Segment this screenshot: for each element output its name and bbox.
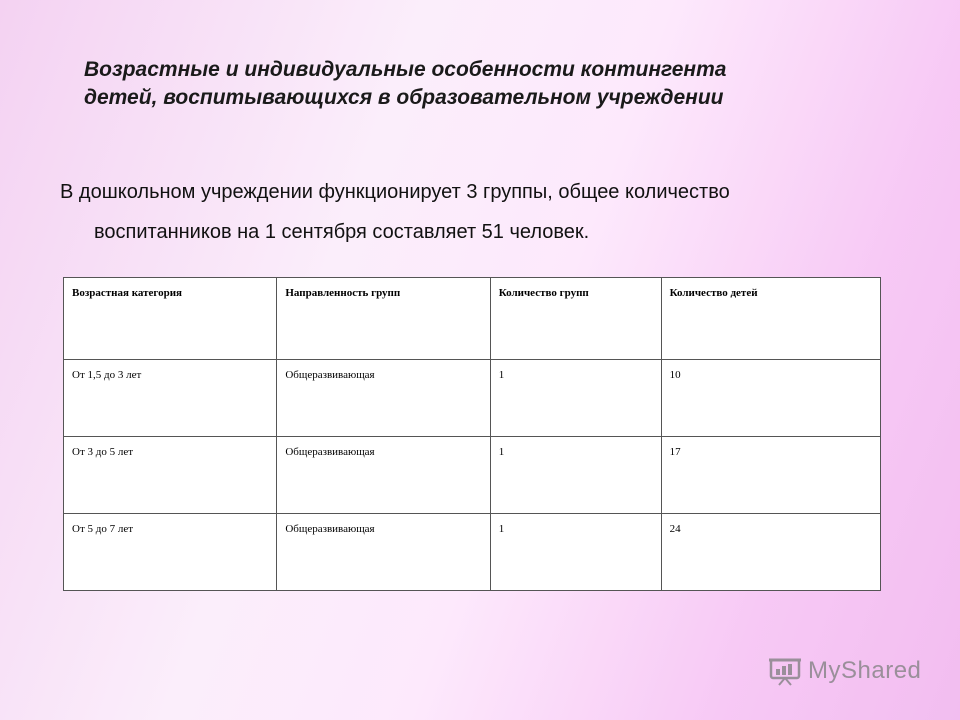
cell-group-focus: Общеразвивающая [277,437,490,514]
presentation-board-icon [768,656,802,686]
cell-group-count: 1 [490,514,661,591]
cell-group-count: 1 [490,360,661,437]
table-header-row [64,278,881,360]
slide-title [84,56,864,112]
cell-children-count: 24 [661,514,880,591]
header-children-count: Количество детей [661,278,880,360]
header-group-focus: Направленность групп [277,278,490,360]
cell-children-count: 17 [661,437,880,514]
cell-group-focus: Общеразвивающая [277,360,490,437]
table-row [64,437,881,514]
intro-line-2: воспитанников на 1 сентября составляет 51 человек. [94,221,590,243]
cell-age-category: От 1,5 до 3 лет [64,360,277,437]
slide-title-line-2: детей, воспитывающихся в образовательном учреждении [84,86,724,109]
cell-group-focus: Общеразвивающая [277,514,490,591]
watermark-text: MyShared [808,657,922,684]
cell-age-category: От 3 до 5 лет [64,437,277,514]
slide-title-line-1: Возрастные и индивидуальные особенности контингента [84,58,727,81]
header-group-count: Количество групп [490,278,661,360]
header-age-category: Возрастная категория [64,278,277,360]
cell-children-count: 10 [661,360,880,437]
table-row [64,360,881,437]
intro-line-1: В дошкольном учреждении функционирует 3 группы, общее количество [60,181,730,203]
table-row [64,514,881,591]
myshared-watermark [768,656,921,686]
cell-group-count: 1 [490,437,661,514]
contingent-table [63,277,881,591]
cell-age-category: От 5 до 7 лет [64,514,277,591]
intro-paragraph [60,172,920,252]
